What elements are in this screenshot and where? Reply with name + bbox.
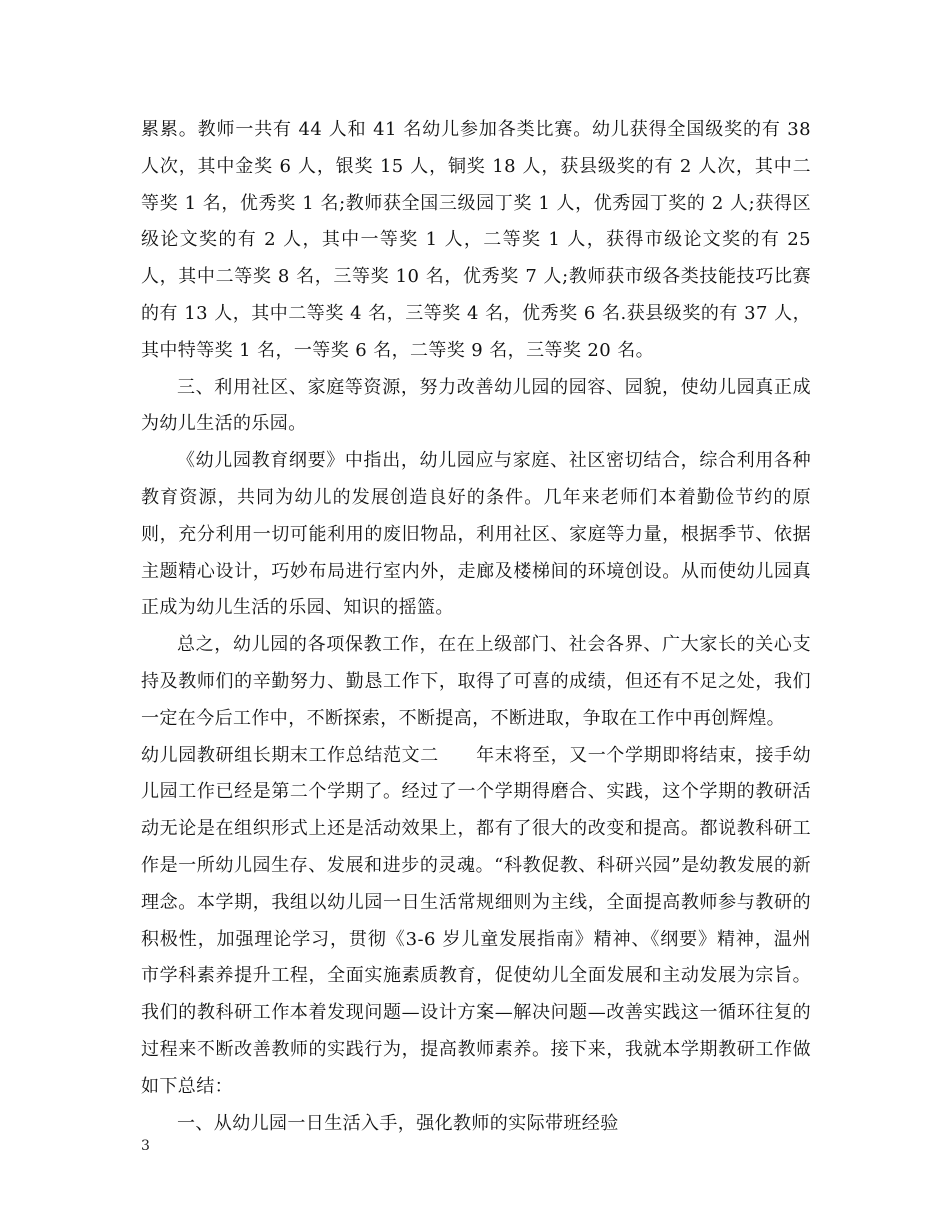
page-number: 3 (141, 1138, 150, 1154)
paragraph-environment-creation: 《幼儿园教育纲要》中指出，幼儿园应与家庭、社区密切结合，综合利用各种教育资源，共同为幼儿的发展创造良好的条件。几年来老师们本着勤俭节约的原则，充分利用一切可能利用的废旧物品，利用社区、家庭等力量，根据季节、依据主题精心设计，巧妙布局进行室内外，走廊及楼梯间的环境创设。从而使幼儿园真正成为幼儿生活的乐园、知识的摇篮。 (141, 450, 811, 619)
document-body (141, 112, 811, 1142)
paragraph-second-sample-intro: 幼儿园教研组长期末工作总结范文二 年末将至，又一个学期即将结束，接手幼儿园工作已经是第二个学期了。经过了一个学期得磨合、实践，这个学期的教研活动无论是在组织形式上还是活动效果上，都有了很大的改变和提高。都说教科研工作是一所幼儿园生存、发展和进步的灵魂。“科教促教、科研兴园”是幼教发展的新理念。本学期，我组以幼儿园一日生活常规细则为主线，全面提高教师参与教研的积极性，加强理论学习，贯彻《3-6 岁儿童发展指南》精神、《纲要》精神，温州市学科素养提升工程，全面实施素质教育，促使幼儿全面发展和主动发展为宗旨。我们的教科研工作本着发现问题—设计方案—解决问题—改善实践这一循环往复的过程来不断改善教师的实践行为，提高教师素养。接下来，我就本学期教研工作做如下总结： (141, 744, 811, 1097)
paragraph-section-three-heading: 三、利用社区、家庭等资源，努力改善幼儿园的园容、园貌，使幼儿园真正成为幼儿生活的乐园。 (141, 376, 811, 435)
paragraph-awards-summary: 累累。教师一共有 44 人和 41 名幼儿参加各类比赛。幼儿获得全国级奖的有 38 人次，其中金奖 6 人，银奖 15 人，铜奖 18 人，获县级奖的有 2 人次，其中二等奖 1 名，优秀奖 1 名;教师获全国三级园丁奖 1 人，优秀园丁奖的 2 人;获得区级论文奖的有 2 人，其中一等奖 1 人，二等奖 1 人，获得市级论文奖的有 25 人，其中二等奖 8 名，三等奖 10 名，优秀奖 7 人;教师获市级各类技能技巧比赛的有 13 人，其中二等奖 4 名，三等奖 4 名，优秀奖 6 名.获县级奖的有 37 人，其中特等奖 1 名，一等奖 6 名，二等奖 9 名，三等奖 20 名。 (141, 119, 811, 361)
paragraph-conclusion: 总之，幼儿园的各项保教工作，在在上级部门、社会各界、广大家长的关心支持及教师们的辛勤努力、勤恳工作下，取得了可喜的成绩，但还有不足之处，我们一定在今后工作中，不断探索，不断提高，不断进取，争取在工作中再创辉煌。 (141, 634, 811, 729)
paragraph-section-one-heading: 一、从幼儿园一日生活入手，强化教师的实际带班经验 (177, 1112, 619, 1134)
